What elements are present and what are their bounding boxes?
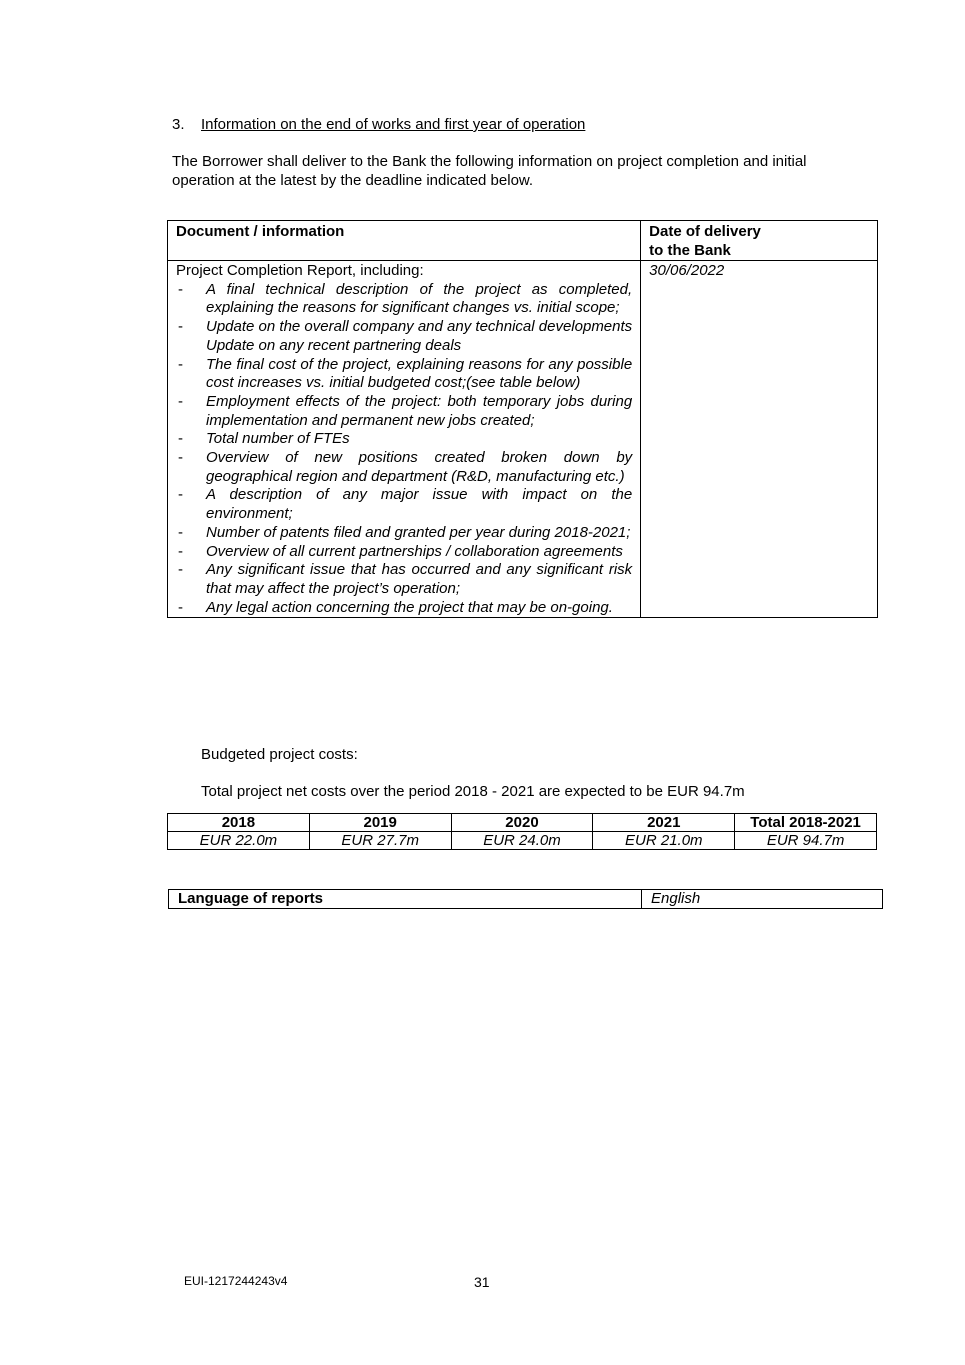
delivery-date: 30/06/2022 bbox=[649, 262, 725, 279]
cost-value: EUR 21.0m bbox=[593, 832, 735, 850]
delivery-table-row bbox=[168, 261, 878, 618]
report-items-list bbox=[176, 281, 632, 618]
cost-header: Total 2018-2021 bbox=[735, 814, 877, 832]
report-title: Project Completion Report, including: bbox=[176, 262, 424, 279]
list-item: - Employment effects of the project: both temporary jobs during implementation and permanent new jobs created; bbox=[176, 393, 632, 430]
list-item: - Overview of new positions created broken down by geographical region and department (R&D, manufacturing etc.) bbox=[176, 449, 632, 486]
document-cell bbox=[168, 261, 641, 618]
list-item: - A final technical description of the project as completed, explaining the reasons for significant changes vs. initial scope; bbox=[176, 281, 632, 318]
language-value: English bbox=[642, 890, 883, 909]
cost-header: 2018 bbox=[168, 814, 310, 832]
list-item: - The final cost of the project, explaining reasons for any possible cost increases vs. initial budgeted cost;(see table below) bbox=[176, 356, 632, 393]
cost-value: EUR 94.7m bbox=[735, 832, 877, 850]
list-item: - Update on the overall company and any technical developments Update on any recent partnering deals bbox=[176, 318, 632, 355]
budget-summary: Total project net costs over the period 2018 - 2021 are expected to be EUR 94.7m bbox=[201, 783, 745, 800]
cost-value: EUR 22.0m bbox=[168, 832, 310, 850]
list-item: - Overview of all current partnerships / collaboration agreements bbox=[176, 543, 632, 562]
list-item: - Any legal action concerning the project that may be on-going. bbox=[176, 599, 632, 618]
header-date bbox=[641, 221, 878, 261]
list-item: - Number of patents filed and granted per year during 2018-2021; bbox=[176, 524, 632, 543]
cost-header: 2021 bbox=[593, 814, 735, 832]
delivery-date-cell bbox=[641, 261, 878, 618]
cost-table-header-row bbox=[168, 814, 877, 832]
cost-value: EUR 24.0m bbox=[451, 832, 593, 850]
language-label: Language of reports bbox=[169, 890, 642, 909]
cost-header: 2020 bbox=[451, 814, 593, 832]
budget-title: Budgeted project costs: bbox=[201, 746, 358, 763]
section-number: 3. bbox=[172, 116, 185, 133]
list-item: - Any significant issue that has occurred and any significant risk that may affect the project’s operation; bbox=[176, 561, 632, 598]
cost-value: EUR 27.7m bbox=[309, 832, 451, 850]
delivery-table-header-row bbox=[168, 221, 878, 261]
cost-table-row bbox=[168, 832, 877, 850]
list-item: - A description of any major issue with impact on the environment; bbox=[176, 486, 632, 523]
language-row bbox=[169, 890, 883, 909]
delivery-table bbox=[167, 220, 878, 618]
header-document-label: Document / information bbox=[176, 223, 345, 240]
section-heading bbox=[172, 115, 585, 135]
footer-doc-ref: EUI-1217244243v4 bbox=[184, 1274, 288, 1288]
page-number: 31 bbox=[474, 1274, 490, 1290]
cost-table bbox=[167, 813, 877, 850]
cost-header: 2019 bbox=[309, 814, 451, 832]
language-table bbox=[168, 889, 883, 909]
header-date-line2: to the Bank bbox=[649, 242, 731, 259]
section-intro: The Borrower shall deliver to the Bank the following information on project completion and initial operation at the latest by the deadline indicated below. bbox=[172, 153, 807, 189]
section-title: Information on the end of works and first year of operation bbox=[201, 116, 586, 133]
header-document bbox=[168, 221, 641, 261]
header-date-line1: Date of delivery bbox=[649, 223, 761, 240]
list-item: - Total number of FTEs bbox=[176, 430, 632, 449]
